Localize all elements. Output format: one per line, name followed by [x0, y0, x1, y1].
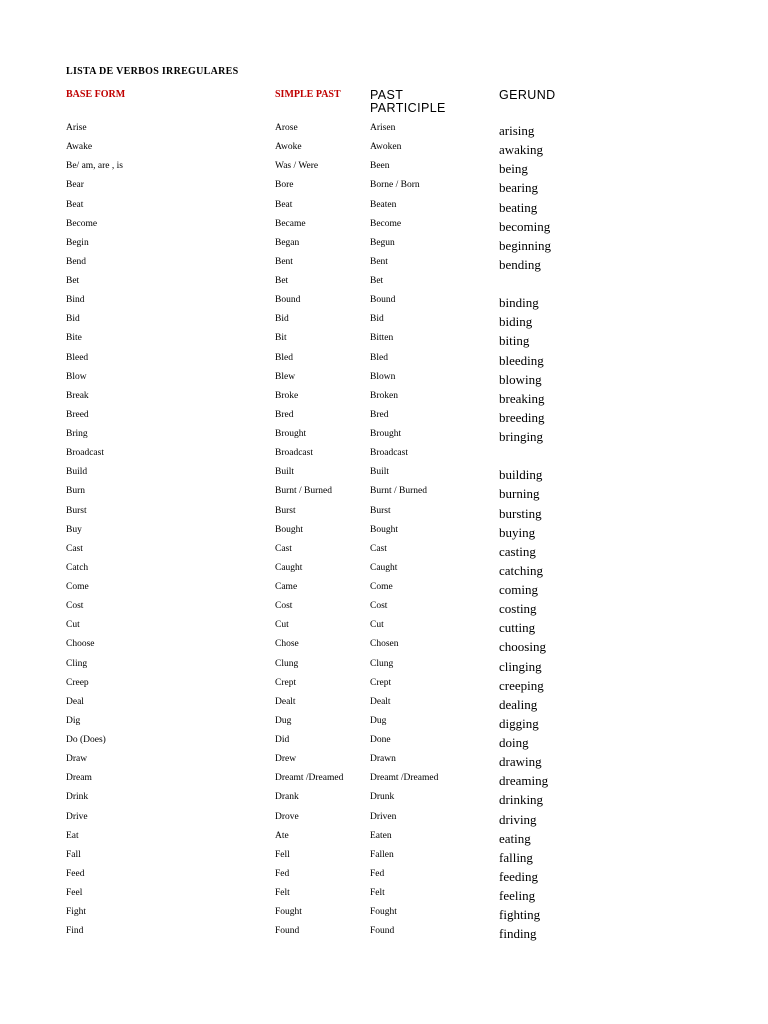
past-participle-cell: Broadcast: [370, 448, 408, 459]
base-form-cell: Bleed: [66, 352, 89, 363]
table-row: [0, 428, 768, 447]
base-form-cell: Blow: [66, 371, 87, 382]
past-participle-cell: Bitten: [370, 333, 394, 344]
simple-past-cell: Blew: [275, 371, 296, 382]
base-form-cell: Draw: [66, 754, 88, 765]
simple-past-cell: Cut: [275, 620, 289, 631]
gerund-cell: being: [499, 161, 528, 177]
simple-past-cell: Cost: [275, 601, 293, 612]
simple-past-cell: Crept: [275, 677, 297, 688]
gerund-cell: choosing: [499, 639, 546, 655]
base-form-cell: Broadcast: [66, 448, 104, 459]
gerund-cell: beginning: [499, 237, 551, 253]
base-form-cell: Cut: [66, 620, 80, 631]
gerund-cell: coming: [499, 582, 538, 597]
past-participle-cell: Dreamt /Dreamed: [370, 773, 439, 784]
base-form-cell: Burst: [66, 505, 87, 516]
base-form-cell: Feed: [66, 868, 85, 879]
table-row: [0, 485, 768, 504]
simple-past-cell: Became: [275, 218, 306, 229]
gerund-cell: bursting: [499, 505, 542, 521]
base-form-cell: Cost: [66, 601, 84, 612]
base-form-cell: Dig: [66, 715, 81, 726]
simple-past-cell: Bit: [275, 333, 287, 344]
simple-past-cell: Arose: [275, 123, 298, 133]
simple-past-cell: Broke: [275, 390, 299, 401]
simple-past-cell: Did: [275, 735, 290, 745]
table-row: [0, 925, 768, 944]
table-row: [0, 811, 768, 830]
past-participle-cell: Done: [370, 735, 391, 745]
gerund-cell: bearing: [499, 180, 538, 196]
simple-past-cell: Dug: [275, 715, 292, 726]
base-form-cell: Buy: [66, 524, 82, 535]
base-form-cell: Bid: [66, 314, 80, 325]
base-form-cell: Breed: [66, 409, 89, 420]
table-row: [0, 849, 768, 868]
simple-past-cell: Found: [275, 926, 300, 937]
gerund-cell: bleeding: [499, 352, 544, 368]
gerund-cell: digging: [499, 715, 539, 731]
gerund-cell: breeding: [499, 409, 545, 425]
simple-past-cell: Bid: [275, 314, 289, 325]
gerund-cell: drawing: [499, 754, 542, 770]
simple-past-cell: Drew: [275, 754, 297, 765]
simple-past-cell: Bred: [275, 409, 294, 420]
gerund-cell: becoming: [499, 218, 551, 234]
simple-past-cell: Bled: [275, 352, 293, 363]
gerund-cell: clinging: [499, 658, 542, 674]
simple-past-cell: Bent: [275, 256, 293, 267]
simple-past-cell: Clung: [275, 658, 299, 669]
gerund-cell: biding: [499, 314, 533, 330]
base-form-cell: Arise: [66, 123, 87, 133]
gerund-cell: doing: [499, 735, 529, 750]
table-row: [0, 868, 768, 887]
simple-past-cell: Bought: [275, 524, 303, 535]
table-row: [0, 791, 768, 810]
table-row: [0, 390, 768, 409]
past-participle-cell: Cast: [370, 543, 387, 554]
gerund-cell: fighting: [499, 907, 541, 923]
table-row: [0, 371, 768, 390]
base-form-cell: Begin: [66, 237, 89, 248]
table-row: [0, 658, 768, 677]
past-participle-cell: Built: [370, 467, 390, 478]
past-participle-cell: Bought: [370, 524, 398, 535]
gerund-cell: driving: [499, 811, 537, 827]
gerund-cell: bending: [499, 256, 541, 272]
past-participle-cell: Fallen: [370, 849, 394, 860]
gerund-cell: burning: [499, 486, 540, 502]
header-simple-past: SIMPLE PAST: [275, 89, 341, 100]
past-participle-cell: Felt: [370, 888, 385, 898]
base-form-cell: Cling: [66, 658, 88, 669]
gerund-cell: dreaming: [499, 773, 549, 789]
table-row: [0, 581, 768, 600]
table-row: [0, 237, 768, 256]
base-form-cell: Bet: [66, 276, 80, 286]
simple-past-cell: Burst: [275, 505, 296, 516]
table-row: [0, 160, 768, 179]
simple-past-cell: Awoke: [275, 142, 302, 153]
gerund-cell: feeding: [499, 868, 538, 884]
table-row: [0, 715, 768, 734]
verb-table: [0, 122, 768, 944]
base-form-cell: Cast: [66, 543, 83, 554]
table-row: [0, 772, 768, 791]
base-form-cell: Creep: [66, 677, 89, 688]
table-row: [0, 199, 768, 218]
simple-past-cell: Ate: [275, 830, 289, 841]
table-row: [0, 256, 768, 275]
table-row: [0, 600, 768, 619]
base-form-cell: Dream: [66, 773, 92, 784]
document-title: LISTA DE VERBOS IRREGULARES: [66, 66, 239, 77]
base-form-cell: Choose: [66, 639, 95, 650]
past-participle-cell: Dug: [370, 715, 387, 726]
gerund-cell: falling: [499, 849, 533, 865]
simple-past-cell: Fell: [275, 849, 290, 860]
gerund-cell: blowing: [499, 371, 542, 387]
gerund-cell: beating: [499, 199, 538, 215]
gerund-cell: eating: [499, 830, 531, 846]
table-row: [0, 677, 768, 696]
table-row: [0, 753, 768, 772]
past-participle-cell: Come: [370, 582, 393, 592]
table-row: [0, 313, 768, 332]
simple-past-cell: Dealt: [275, 696, 296, 707]
past-participle-cell: Dealt: [370, 696, 391, 707]
past-participle-cell: Bent: [370, 256, 388, 267]
base-form-cell: Fight: [66, 907, 87, 918]
simple-past-cell: Felt: [275, 888, 290, 898]
simple-past-cell: Caught: [275, 562, 303, 573]
past-participle-cell: Caught: [370, 562, 398, 573]
gerund-cell: bringing: [499, 429, 544, 444]
simple-past-cell: Fought: [275, 907, 302, 918]
gerund-cell: cutting: [499, 620, 536, 636]
simple-past-cell: Beat: [275, 199, 293, 210]
simple-past-cell: Bet: [275, 276, 289, 286]
past-participle-cell: Beaten: [370, 199, 397, 210]
gerund-cell: biting: [499, 333, 530, 349]
base-form-cell: Build: [66, 467, 88, 478]
past-participle-cell: Borne / Born: [370, 180, 420, 191]
simple-past-cell: Burnt / Burned: [275, 486, 332, 497]
table-row: [0, 562, 768, 581]
table-row: [0, 409, 768, 428]
simple-past-cell: Fed: [275, 868, 290, 879]
simple-past-cell: Dreamt /Dreamed: [275, 773, 344, 784]
simple-past-cell: Drank: [275, 792, 299, 803]
past-participle-cell: Bid: [370, 314, 384, 325]
past-participle-cell: Drawn: [370, 754, 396, 765]
simple-past-cell: Bound: [275, 295, 301, 306]
table-row: [0, 619, 768, 638]
gerund-cell: building: [499, 467, 543, 483]
table-row: [0, 887, 768, 906]
past-participle-cell: Found: [370, 926, 395, 937]
past-participle-cell: Arisen: [370, 123, 396, 133]
gerund-cell: catching: [499, 562, 544, 578]
base-form-cell: Fall: [66, 849, 81, 860]
base-form-cell: Beat: [66, 199, 84, 210]
table-row: [0, 332, 768, 351]
base-form-cell: Drink: [66, 792, 89, 803]
gerund-cell: feeling: [499, 888, 536, 903]
past-participle-cell: Driven: [370, 811, 397, 822]
gerund-cell: drinking: [499, 792, 544, 808]
past-participle-cell: Bled: [370, 352, 388, 363]
base-form-cell: Bring: [66, 429, 88, 439]
gerund-cell: casting: [499, 543, 536, 559]
base-form-cell: Bend: [66, 256, 87, 267]
table-row: [0, 543, 768, 562]
simple-past-cell: Came: [275, 582, 298, 592]
past-participle-cell: Awoken: [370, 142, 402, 153]
table-row: [0, 638, 768, 657]
simple-past-cell: Was / Were: [275, 161, 319, 172]
past-participle-cell: Brought: [370, 429, 402, 439]
base-form-cell: Come: [66, 582, 89, 592]
table-row: [0, 696, 768, 715]
past-participle-cell: Clung: [370, 658, 394, 669]
base-form-cell: Become: [66, 218, 98, 229]
table-row: [0, 466, 768, 485]
past-participle-cell: Been: [370, 161, 390, 172]
table-row: [0, 447, 768, 466]
base-form-cell: Catch: [66, 562, 89, 573]
simple-past-cell: Cast: [275, 543, 292, 554]
base-form-cell: Bear: [66, 180, 84, 191]
past-participle-cell: Bet: [370, 276, 384, 286]
table-row: [0, 179, 768, 198]
base-form-cell: Feel: [66, 888, 83, 898]
table-row: [0, 275, 768, 294]
gerund-cell: costing: [499, 601, 537, 617]
past-participle-cell: Blown: [370, 371, 396, 382]
past-participle-cell: Broken: [370, 390, 398, 401]
gerund-cell: arising: [499, 123, 535, 138]
past-participle-cell: Become: [370, 218, 402, 229]
past-participle-cell: Bound: [370, 295, 396, 306]
past-participle-cell: Cost: [370, 601, 388, 612]
past-participle-cell: Chosen: [370, 639, 399, 650]
gerund-cell: creeping: [499, 677, 544, 693]
gerund-cell: binding: [499, 295, 539, 311]
table-row: [0, 218, 768, 237]
past-participle-cell: Drunk: [370, 792, 395, 803]
simple-past-cell: Chose: [275, 639, 299, 650]
base-form-cell: Be/ am, are , is: [66, 161, 123, 172]
base-form-cell: Bite: [66, 333, 82, 344]
gerund-cell: awaking: [499, 142, 544, 158]
header-past-participle: PAST PARTICIPLE: [370, 88, 446, 115]
base-form-cell: Break: [66, 390, 89, 401]
past-participle-cell: Begun: [370, 237, 395, 248]
past-participle-cell: Burst: [370, 505, 391, 516]
table-row: [0, 122, 768, 141]
past-participle-cell: Burnt / Burned: [370, 486, 427, 497]
table-row: [0, 141, 768, 160]
simple-past-cell: Began: [275, 237, 300, 248]
base-form-cell: Awake: [66, 142, 93, 153]
base-form-cell: Find: [66, 926, 84, 937]
gerund-cell: dealing: [499, 696, 538, 712]
base-form-cell: Drive: [66, 811, 88, 822]
past-participle-cell: Eaten: [370, 830, 392, 841]
table-row: [0, 505, 768, 524]
simple-past-cell: Drove: [275, 811, 299, 822]
base-form-cell: Deal: [66, 696, 84, 707]
table-row: [0, 524, 768, 543]
gerund-cell: buying: [499, 524, 536, 540]
past-participle-cell: Cut: [370, 620, 384, 631]
header-base-form: BASE FORM: [66, 89, 126, 100]
past-participle-cell: Fed: [370, 868, 385, 879]
simple-past-cell: Built: [275, 467, 295, 478]
table-row: [0, 352, 768, 371]
past-participle-cell: Crept: [370, 677, 392, 688]
table-row: [0, 906, 768, 925]
gerund-cell: breaking: [499, 390, 545, 406]
base-form-cell: Eat: [66, 830, 79, 841]
simple-past-cell: Bore: [275, 180, 294, 191]
base-form-cell: Bind: [66, 295, 85, 306]
gerund-cell: finding: [499, 926, 537, 942]
base-form-cell: Do (Does): [66, 735, 106, 745]
table-row: [0, 734, 768, 753]
table-row: [0, 830, 768, 849]
base-form-cell: Burn: [66, 486, 85, 497]
header-gerund: GERUND: [499, 88, 556, 102]
past-participle-cell: Bred: [370, 409, 389, 420]
simple-past-cell: Brought: [275, 429, 307, 439]
simple-past-cell: Broadcast: [275, 448, 313, 459]
past-participle-cell: Fought: [370, 907, 397, 918]
table-row: [0, 294, 768, 313]
